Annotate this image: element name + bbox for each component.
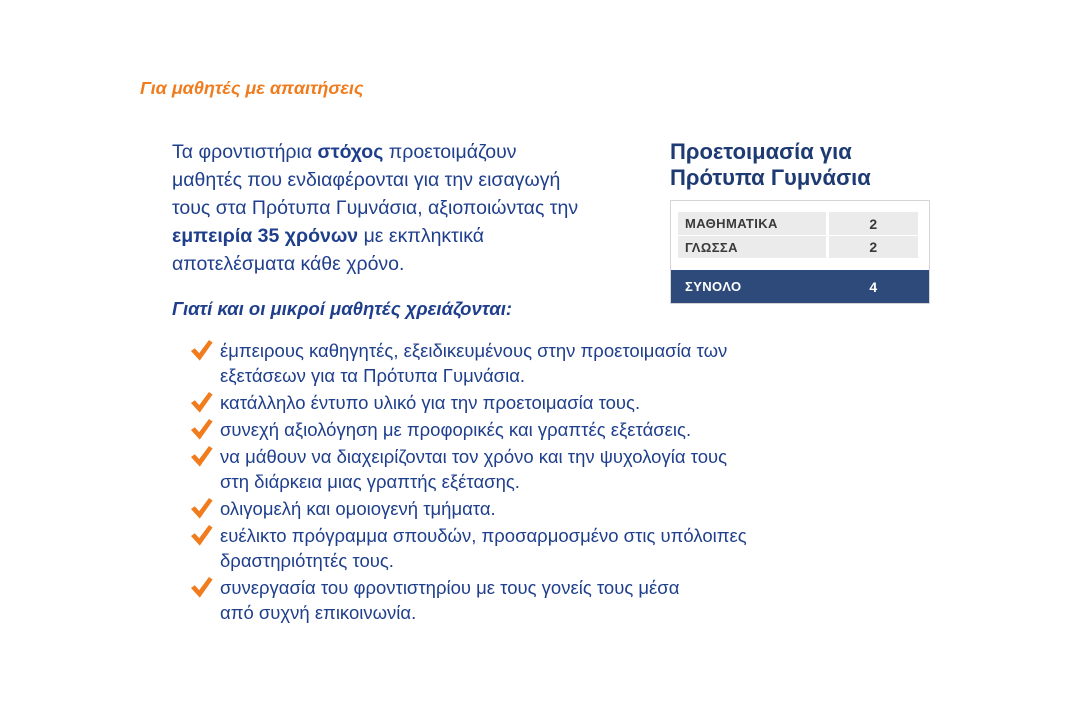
- subject-cell: ΓΛΩΣΣΑ: [678, 236, 826, 258]
- program-title-line-2: Πρότυπα Γυμνάσια: [670, 165, 871, 190]
- list-item: [190, 444, 747, 494]
- check-icon: [190, 445, 213, 468]
- program-title-line-1: Προετοιμασία για: [670, 139, 852, 164]
- list-item-text: ολιγομελή και ομοιογενή τμήματα.: [220, 498, 496, 519]
- hours-table: [670, 200, 930, 304]
- list-item: [190, 390, 747, 415]
- intro-line-5: αποτελέσματα κάθε χρόνο.: [172, 253, 405, 275]
- intro-line-1: [172, 138, 578, 166]
- benefits-heading: Γιατί και οι μικροί μαθητές χρειάζονται:: [172, 298, 513, 319]
- list-item: [190, 575, 747, 625]
- intro-line-2: μαθητές που ενδιαφέρονται για την εισαγωγή: [172, 169, 561, 191]
- intro-line-3: τους στα Πρότυπα Γυμνάσια, αξιοποιώντας την: [172, 197, 579, 219]
- intro-text: προετοιμάζουν: [383, 141, 517, 163]
- intro-paragraph: [172, 138, 578, 278]
- check-icon: [190, 497, 213, 520]
- hours-cell: 2: [829, 212, 918, 235]
- list-item-text: στη διάρκεια μιας γραπτής εξέτασης.: [220, 471, 520, 492]
- check-icon: [190, 418, 213, 441]
- intro-line-4: [172, 222, 578, 250]
- list-item: [190, 338, 747, 388]
- total-label: ΣΥΝΟΛΟ: [685, 279, 742, 294]
- list-item: [190, 496, 747, 521]
- list-item-text: κατάλληλο έντυπο υλικό για την προετοιμασία τους.: [220, 392, 641, 413]
- list-item-text: να μάθουν να διαχειρίζονται τον χρόνο και την ψυχολογία τους: [220, 446, 728, 467]
- list-item-text: από συχνή επικοινωνία.: [220, 602, 417, 623]
- check-icon: [190, 576, 213, 599]
- list-item-text: εξετάσεων για τα Πρότυπα Γυμνάσια.: [220, 365, 526, 386]
- list-item-text: συνεργασία του φροντιστηρίου με τους γονείς τους μέσα: [220, 577, 680, 598]
- list-item-text: δραστηριότητές τους.: [220, 550, 394, 571]
- intro-text: Τα φροντιστήρια: [172, 141, 318, 163]
- table-row: [671, 212, 929, 235]
- experience-highlight: εμπειρία 35 χρόνων: [172, 225, 359, 247]
- check-icon: [190, 524, 213, 547]
- list-item: [190, 523, 747, 573]
- program-title: [670, 139, 871, 191]
- list-item-text: ευέλικτο πρόγραμμα σπουδών, προσαρμοσμένο στις υπόλοιπες: [220, 525, 747, 546]
- brand-name: στόχος: [317, 141, 384, 163]
- list-item: [190, 417, 747, 442]
- list-item-text: συνεχή αξιολόγηση με προφορικές και γραπτές εξετάσεις.: [220, 419, 692, 440]
- hours-cell: 2: [829, 236, 918, 258]
- list-item-text: έμπειρους καθηγητές, εξειδικευμένους στην προετοιμασία των: [220, 340, 728, 361]
- total-hours: 4: [869, 278, 878, 295]
- check-icon: [190, 391, 213, 414]
- subject-cell: ΜΑΘΗΜΑΤΙΚΑ: [678, 212, 826, 235]
- total-row: [671, 270, 929, 303]
- benefits-list: [190, 338, 747, 627]
- section-heading: Για μαθητές με απαιτήσεις: [140, 78, 364, 98]
- table-row: [671, 236, 929, 258]
- intro-text: με εκπληκτικά: [358, 225, 484, 247]
- check-icon: [190, 339, 213, 362]
